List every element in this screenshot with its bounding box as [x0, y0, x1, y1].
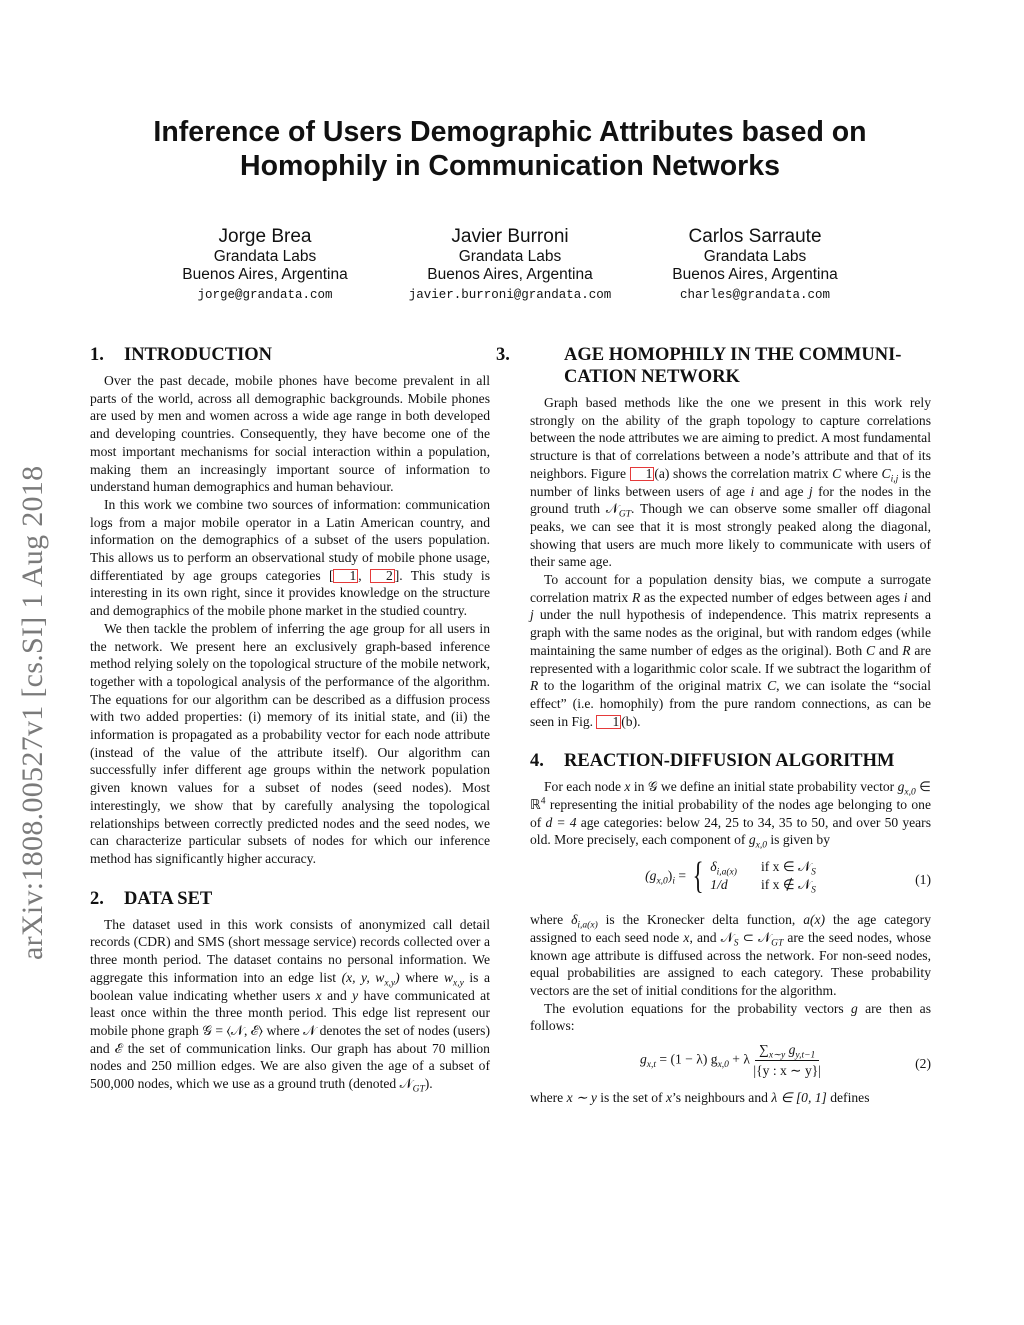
author-email[interactable]: jorge@grandata.com	[197, 288, 333, 302]
algorithm-paragraph-1: For each node x in 𝒢 we define an initial state probability vector $g_{x,0}$ ∈ ℝ$^4$ representing the initial probability of the nodes age belonging to one of d = 4 age categories: below 24, 25 to 34, 35 to 50, and over 50 years old. More precisely, each component of $g_{x,0}$ is given by	[530, 779, 931, 852]
author-location: Buenos Aires, Argentina	[427, 266, 593, 283]
algorithm-paragraph-2: where $\delta_{i,a(x)}$ is the Kronecker delta function, a(x) the age category assigned to each seed node x, and 𝒩$_S$ ⊂ 𝒩$_{GT}$ are the seed nodes, whose known age attribute is diffused across the network. For non-seed nodes, equal probabilities are assigned to each category. These probability vectors are the set of initial conditions for the algorithm.	[530, 912, 931, 998]
intro-paragraph-2: In this work we combine two sources of information: communication logs from a major mobile operator in a Latin American country, and information on the demographics of a subset of the users population. This allows us to perform an observational study of mobile phone usage, differentiated by age groups categories [ 1 , 2 ]. This study is interesting in its own right, since it provides knowledge on the structure and demographics of the mobile phone market in the studied country.	[90, 496, 490, 619]
equation-1: $(g_{x,0})_i$ = { $\delta_{i,a(x)}$ if x ∈ 𝒩$_S$ 1/d if x ∉ 𝒩$_S$ (1)	[645, 855, 931, 898]
author-name: Jorge Brea	[218, 226, 312, 247]
left-column	[90, 344, 490, 1093]
equation-number: (1)	[915, 872, 931, 888]
figure-link[interactable]: 1	[630, 467, 655, 481]
homophily-paragraph-1: Graph based methods like the one we present in this work rely strongly on the ability of the graph topology to capture correlations between the node attributes we are aiming to predict. A most fundamental structure is that of correlations between a node’s attribute and that of its neighbors. Figure 1 (a) shows the correlation matrix C where $C_{i,j}$ is the number of links between users of age i and age j for the nodes in the ground truth 𝒩$_{GT}$. Though we can observe some smaller off diagonal peaks, we can see that it is most strongly peaked along the diagonal, showing that users are much more likely to communicate with users of their same age.	[530, 395, 931, 570]
equation-2: $g_{x,t} = (1 - \lambda) g_{x,0} + \lambda$ $\frac{\sum_{x\sim y} g_{y,t-1}}{|\{y : x \sim y\}|}$ (2)	[639, 1042, 931, 1078]
equation-number: (2)	[915, 1056, 931, 1072]
citation-link[interactable]: 2	[370, 569, 395, 583]
author-block-3	[635, 226, 875, 304]
brace-symbol: {	[692, 855, 704, 898]
dataset-paragraph-1: The dataset used in this work consists of anonymized call detail records (CDR) and SMS (short message service) records collected over a three month period. The dataset contains no personal information. We aggregate this information into an edge list (x, y, $w_{x,y}$) where $w_{x,y}$ is a boolean value indicating whether users x and y have communicated at least once within the three month period. This edge list represent our mobile phone graph 𝒢 = ⟨𝒩, ℰ⟩ where 𝒩 denotes the set of nodes (users) and ℰ the set of communication links. Our graph has about 70 million nodes and 250 million edges. We are also given the age of a subset of 500,000 nodes, which we use as a ground truth (denoted 𝒩$_{GT}$).	[90, 916, 490, 1095]
author-block-1	[145, 226, 385, 304]
paper-title	[60, 115, 960, 183]
section-heading-data-set: 2. DATA SET	[90, 888, 213, 909]
algorithm-paragraph-3: The evolution equations for the probability vectors g are then as follows:	[530, 1000, 931, 1034]
right-column	[496, 344, 931, 1107]
author-affiliation: Grandata Labs	[458, 248, 562, 265]
homophily-paragraph-2: To account for a population density bias, we compute a surrogate correlation matrix R as the expected number of edges between ages i and j under the null hypothesis of independence. This matrix represents a graph with the same nodes as the original, but with random edges (while maintaining the same number of edges as the original). Both C and R are represented with a logarithmic color scale. If we subtract the logarithm of R to the logarithm of the original matrix C, we can isolate the “social effect” (i.e. homophily) from the pure random connections, as can be seen in Fig. 1 (b).	[530, 572, 931, 729]
title-line-2: Homophily in Communication Networks	[240, 150, 780, 182]
intro-paragraph-1: Over the past decade, mobile phones have become prevalent in all parts of the world, across all demographic backgrounds. Mobile phones are used by men and women across a wide age range in both developed and developing countries. Consequently, they have become one of the most important mechanisms for social interaction within a population, making them an increasingly important source of information to understand human demographics and human behaviour.	[90, 373, 490, 495]
author-affiliation: Grandata Labs	[213, 248, 317, 265]
section-heading-age-homophily: 3. AGE HOMOPHILY IN THE COMMUNI- CATION NETWORK	[496, 345, 902, 387]
title-line-1: Inference of Users Demographic Attributes based on	[153, 116, 867, 148]
arxiv-identifier: arXiv:1808.00527v1 [cs.SI] 1 Aug 2018	[16, 465, 49, 960]
intro-paragraph-3: We then tackle the problem of inferring the age group for all users in the network. We present here an exclusively graph-based inference method relying solely on the topological structure of the mobile network, together with a topological analysis of the performance of the algorithm. The equations for our algorithm can be described as a diffusion process with two added properties: (i) memory of its initial state, and (ii) the information is propagated as a probability vector for each node attribute (instead of the value of the attribute itself). Our algorithm can successfully infer different age groups within the network population given known values for a subset of nodes (seed nodes). Most interestingly, we show that by carefully analysing the topological relationships between correctly predicted nodes and the seed nodes, we can characterize particular subsets of nodes for which our inference method has significantly higher accuracy.	[90, 620, 490, 866]
citation-link[interactable]: 1	[333, 569, 358, 583]
author-name: Javier Burroni	[451, 226, 569, 247]
author-location: Buenos Aires, Argentina	[182, 266, 348, 283]
algorithm-paragraph-4: where x ∼ y is the set of x’s neighbours and λ ∈ [0, 1] defines	[530, 1090, 870, 1106]
author-location: Buenos Aires, Argentina	[672, 266, 838, 283]
author-affiliation: Grandata Labs	[703, 248, 807, 265]
author-email[interactable]: javier.burroni@grandata.com	[408, 288, 612, 302]
figure-link[interactable]: 1	[596, 715, 621, 729]
author-email[interactable]: charles@grandata.com	[679, 288, 831, 302]
author-name: Carlos Sarraute	[688, 226, 822, 247]
author-block-2	[390, 226, 630, 304]
section-heading-introduction: 1. INTRODUCTION	[90, 345, 273, 365]
section-heading-reaction-diffusion: 4. REACTION-DIFFUSION ALGORITHM	[530, 751, 895, 772]
